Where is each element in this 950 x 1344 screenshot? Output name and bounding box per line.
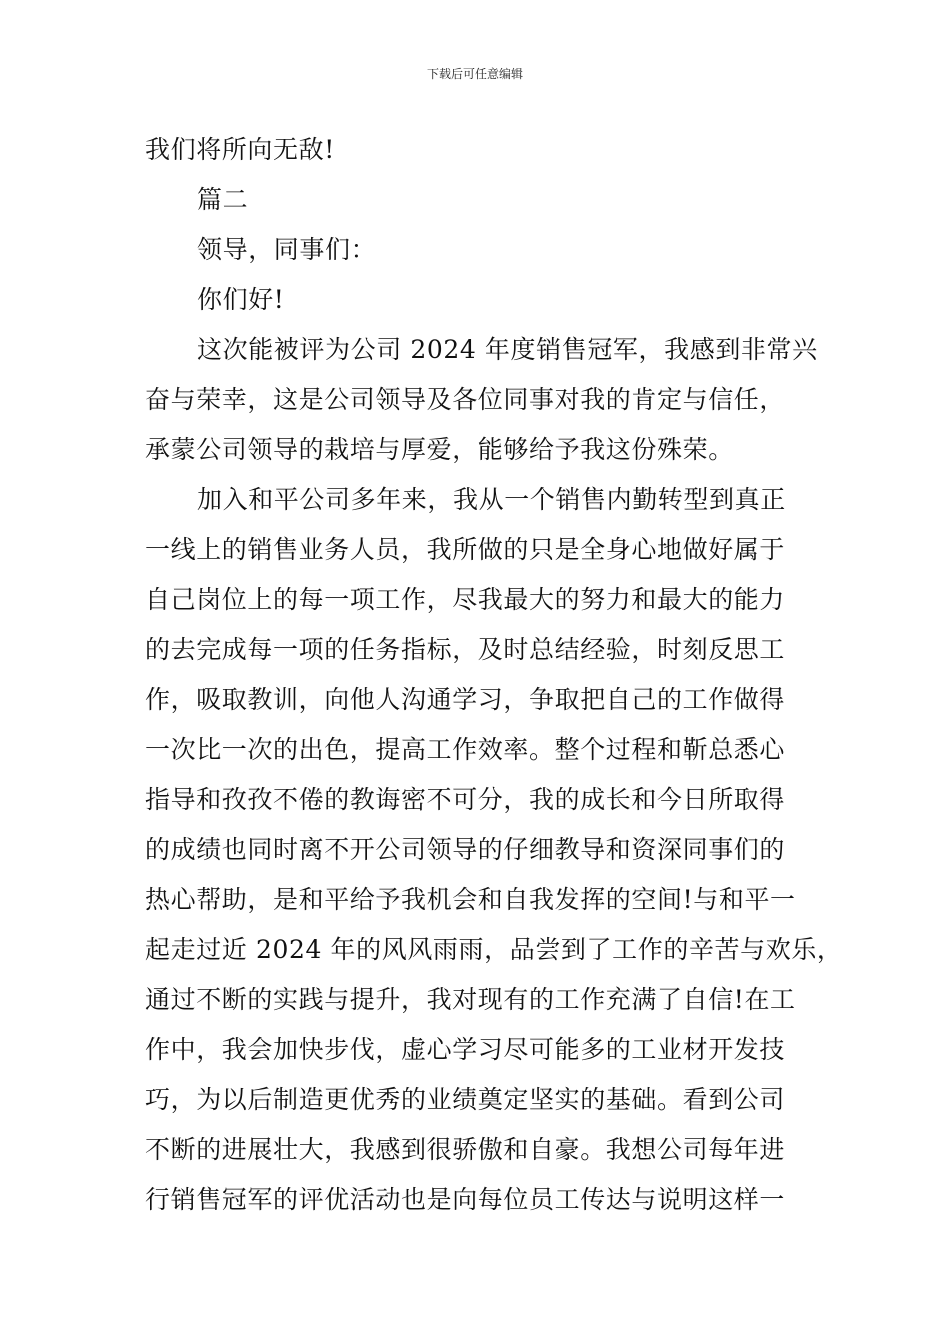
header-note: 下载后可任意编辑 bbox=[426, 67, 523, 81]
salutation: 领导，同事们： bbox=[197, 235, 377, 264]
paragraph-line: 一次比一次的出色，提高工作效率。整个过程和靳总悉心 bbox=[145, 735, 786, 764]
paragraph-line: 加入和平公司多年来，我从一个销售内勤转型到真正 bbox=[197, 485, 786, 514]
paragraph-line: 承蒙公司领导的栽培与厚爱，能够给予我这份殊荣。 bbox=[145, 435, 734, 464]
paragraph-line: 巧，为以后制造更优秀的业绩奠定坚实的基础。看到公司 bbox=[145, 1085, 786, 1114]
paragraph-line: 作，吸取教训，向他人沟通学习，争取把自己的工作做得 bbox=[145, 685, 786, 714]
paragraph-line: 作中，我会加快步伐，虚心学习尽可能多的工业材开发技 bbox=[145, 1035, 786, 1064]
body-line: 我们将所向无敌! bbox=[145, 135, 335, 164]
paragraph-line: 一线上的销售业务人员，我所做的只是全身心地做好属于 bbox=[145, 535, 786, 564]
paragraph-line: 指导和孜孜不倦的教诲密不可分，我的成长和今日所取得 bbox=[145, 785, 786, 814]
paragraph-line: 这次能被评为公司 2024 年度销售冠军，我感到非常兴 bbox=[197, 335, 818, 364]
paragraph-line: 自己岗位上的每一项工作，尽我最大的努力和最大的能力 bbox=[145, 585, 786, 614]
greeting: 你们好! bbox=[197, 285, 285, 314]
section-heading: 篇二 bbox=[197, 185, 249, 214]
paragraph-line: 起走过近 2024 年的风风雨雨，品尝到了工作的辛苦与欢乐， bbox=[145, 935, 843, 964]
paragraph-line: 奋与荣幸，这是公司领导及各位同事对我的肯定与信任， bbox=[145, 385, 786, 414]
paragraph-line: 行销售冠军的评优活动也是向每位员工传达与说明这样一 bbox=[145, 1185, 786, 1214]
paragraph-line: 的去完成每一项的任务指标，及时总结经验，时刻反思工 bbox=[145, 635, 786, 664]
paragraph-line: 不断的进展壮大，我感到很骄傲和自豪。我想公司每年进 bbox=[145, 1135, 786, 1164]
paragraph-line: 热心帮助，是和平给予我机会和自我发挥的空间!与和平一 bbox=[145, 885, 796, 914]
paragraph-line: 通过不断的实践与提升，我对现有的工作充满了自信!在工 bbox=[145, 985, 796, 1014]
paragraph-line: 的成绩也同时离不开公司领导的仔细教导和资深同事们的 bbox=[145, 835, 786, 864]
